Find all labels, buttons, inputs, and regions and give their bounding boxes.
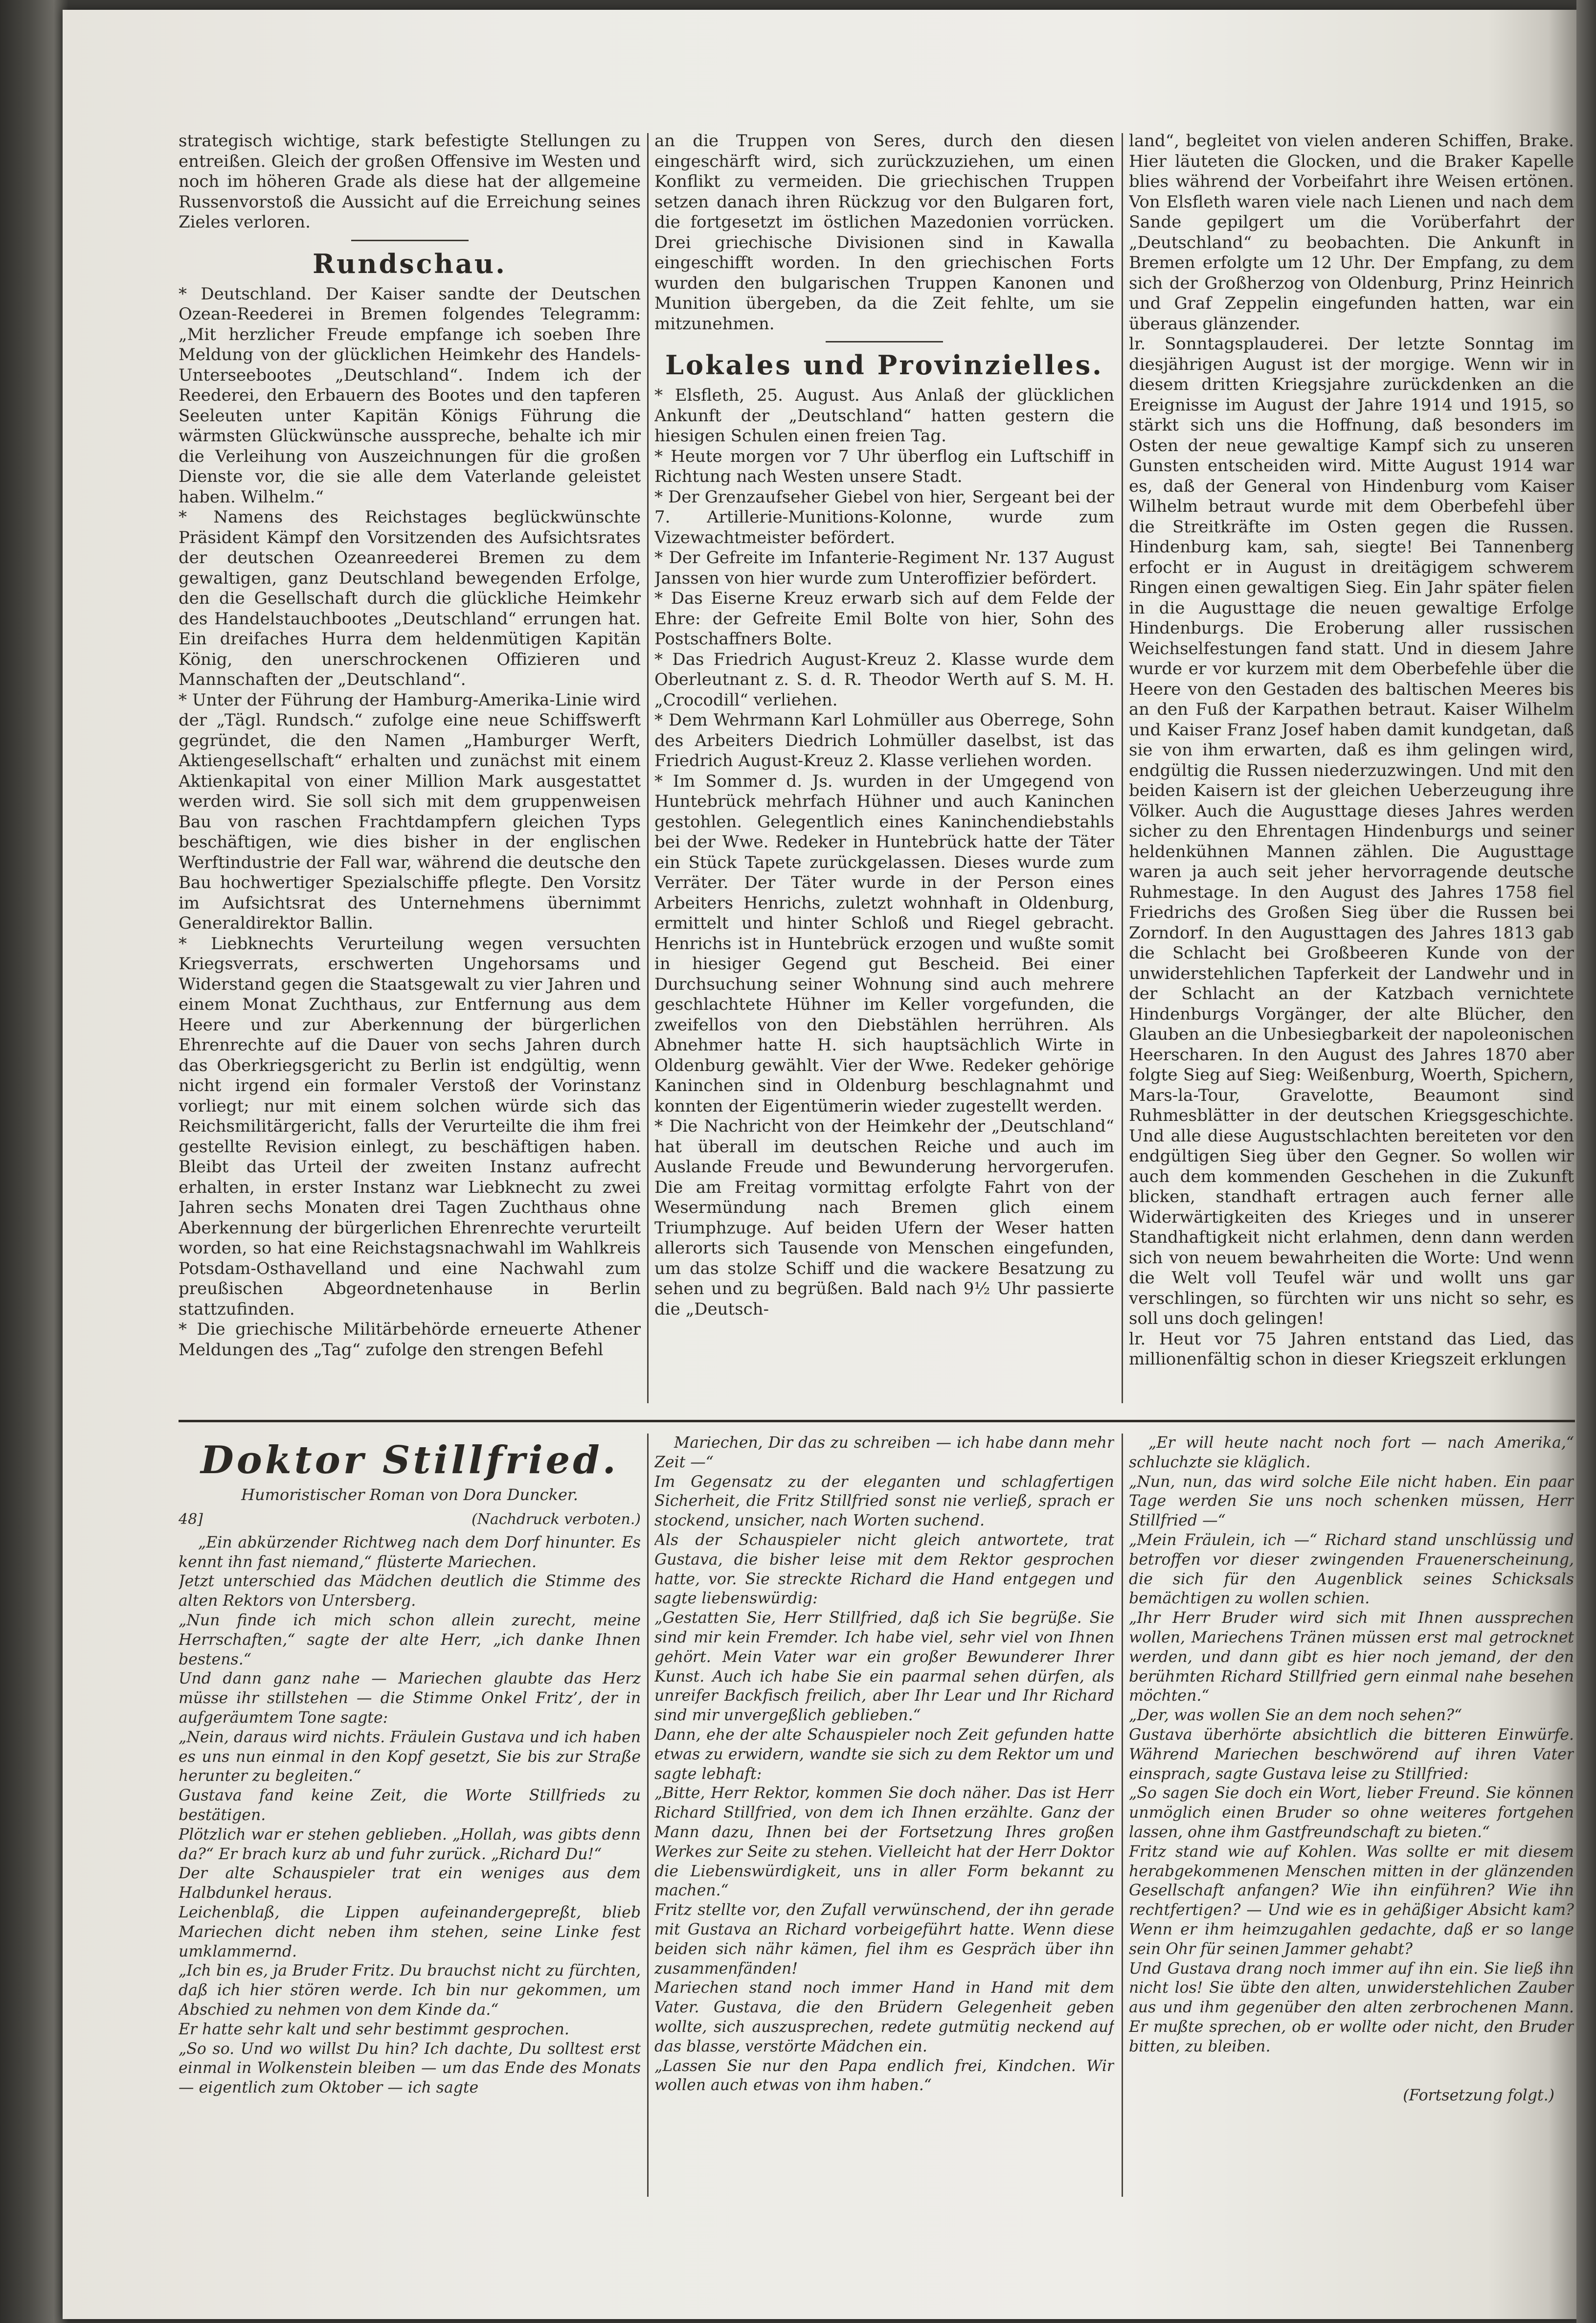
column-2-intro: an die Truppen von Seres, durch den diesen eingeschärft wird, sich zurückzuziehen, um einen Konflikt zu vermeiden. Die griechischen Truppen setzen danach ihren Rückzug vor den Bulgaren fort, die fortgesetzt im östlichen Mazedonien vorrücken. Drei griechische Divisionen sind in Kawalla eingeschifft worden. In den griechischen Forts wurden den bulgarischen Truppen Kanonen und Munition übergeben, da die Zeit fehlte, um sie mitzunehmen.: [654, 131, 1114, 334]
continued-notice: (Fortsetzung folgt.): [1403, 2086, 1554, 2104]
novel-title: Doktor Stillfried.: [201, 1438, 619, 1482]
column-3-body: land“, begleitet von vielen anderen Schiffen, Brake. Hier läuteten die Glocken, und die Braker Kapelle blies während der Vorbeifahrt ihre Weisen ertönen. Von Elsfleth waren viele nach Lienen und nach dem Sande gepilgert um die Vorüberfahrt der „Deutschland“ zu beobachten. Die Ankunft in Bremen erfolgte um 12 Uhr. Der Empfang, zu dem sich der Großherzog von Oldenburg, Prinz Heinrich und Graf Zeppelin eingefunden hatten, war ein überaus glänzender. lr. Sonntagsplauderei. Der letzte Sonntag im diesjährigen August ist der morgige. Wenn wir in diesem dritten Kriegsjahre zurückdenken an die Ereignisse im August der Jahre 1914 und 1915, so stärkt sich uns die Hoffnung, daß besonders im Osten der neue gewaltige Kampf sich zu unseren Gunsten entscheiden wird. Mitte August 1914 war es, daß der General von Hindenburg vom Kaiser Wilhelm betraut wurde mit dem Oberbefehl über die Streitkräfte im Osten gegen die Russen. Hindenburg kam, sah, siegte! Bei Tannenberg erfocht er in August in dreitägigem schwerem Ringen einen gewaltigen Sieg. Ein Jahr später fielen in die Augusttage die neuen gewaltige Erfolge Hindenburgs. Die Eroberung aller russischen Weichselfestungen fand statt. Und in diesem Jahre wurde er vor kurzem mit dem Oberbefehle über die Heere von den Gestaden des baltischen Meeres bis an den Fuß der Karpathen betraut. Kaiser Wilhelm und Kaiser Franz Josef haben damit kundgetan, daß sie von ihm erwarten, daß es ihm gelingen wird, endgültig die Russen niederzuzwingen. Und mit den beiden Kaisern ist der gleichen Ueberzeugung ihre Völker. Auch die Augusttage dieses Jahres werden sicher zu den Ehrentagen Hindenburgs und seiner heldenkühnen Mannen zählen. Die Augusttage waren ja auch seit jeher hervorragende deutsche Ruhmestage. In den August des Jahres 1758 fiel Friedrichs des Großen Sieg über die Russen bei Zorndorf. In den Augusttagen des Jahres 1813 gab die Schlacht bei Großbeeren Kunde von der unwiderstehlichen Tapferkeit der Landwehr und in der Schlacht an der Katzbach vernichtete Hindenburgs Vorgänger, der alte Blücher, den Glauben an die Unbesiegbarkeit der napoleonischen Heerscharen. In den August des Jahres 1870 aber folgte Sieg auf Sieg: Weißenburg, Woerth, Spichern, Mars-la-Tour, Gravelotte, Beaumont sind Ruhmesblätter in der deutschen Kriegsgeschichte. Und alle diese Augustschlachten bereiteten vor den endgültigen Sieg über den Gegner. So wollen wir auch dem kommenden Geschehen in die Zukunft blicken, standhaft ertragen auch ferner alle Widerwärtigkeiten des Krieges und in unserer Standhaftigkeit nicht erlahmen, denn dann werden sich von neuem bewahrheiten die Worte: Und wenn die Welt voll Teufel wär und wollt uns gar verschlingen, so fürchten wir uns nicht so sehr, es soll uns doch gelingen! lr. Heut vor 75 Jahren entstand das Lied, das millionenfältig schon in dieser Kriegszeit erklungen: [1129, 131, 1574, 1369]
column-rule-1: [647, 133, 649, 1403]
column-rule-2: [1122, 133, 1123, 1403]
installment-number: 48]: [179, 1511, 203, 1528]
column-1-intro: strategisch wichtige, stark befestigte Stellungen zu entreißen. Gleich der großen Offensive im Westen und noch im höheren Grade als diese hat der allgemeine Russenvorstoß die Aussicht auf die Erreichung seines Zieles verloren.: [179, 131, 641, 232]
novel-column-rule-2: [1122, 1434, 1123, 2197]
column-2-body: * Elsfleth, 25. August. Aus Anlaß der glücklichen Ankunft der „Deutschland“ hatten gestern die hiesigen Schulen einen freien Tag. * Heute morgen vor 7 Uhr überflog ein Luftschiff in Richtung nach Westen unsere Stadt. * Der Grenzaufseher Giebel von hier, Sergeant bei der 7. Artillerie-Munitions-Kolonne, wurde zum Vizewachtmeister befördert. * Der Gefreite im Infanterie-Regiment Nr. 137 August Janssen von hier wurde zum Unteroffizier befördert. * Das Eiserne Kreuz erwarb sich auf dem Felde der Ehre: der Gefreite Emil Bolte von hier, Sohn des Postschaffners Bolte. * Das Friedrich August-Kreuz 2. Klasse wurde dem Oberleutnant z. S. d. R. Theodor Werth auf S. M. H. „Crocodill“ verliehen. * Dem Wehrmann Karl Lohmüller aus Oberrege, Sohn des Arbeiters Diedrich Lohmüller daselbst, ist das Friedrich August-Kreuz 2. Klasse verliehen worden. * Im Sommer d. Js. wurden in der Umgegend von Huntebrück mehrfach Hühner und auch Kaninchen gestohlen. Gelegentlich eines Kaninchendiebstahls bei der Wwe. Redeker in Huntebrück hatte der Täter ein Stück Tapete zurückgelassen. Dieses wurde zum Verräter. Der Täter wurde in der Person eines Arbeiters Henrichs, zuletzt wohnhaft in Oldenburg, ermittelt und hinter Schloß und Riegel gebracht. Henrichs ist in Huntebrück erzogen und wußte somit in hiesiger Gegend gut Bescheid. Bei einer Durchsuchung seiner Wohnung sind auch mehrere geschlachtete Hühner im Keller vorgefunden, die zweifellos von den Diebstählen herrühren. Als Abnehmer hatte H. sich hauptsächlich Wirte in Oldenburg gewählt. Vier der Wwe. Redeker gehörige Kaninchen sind in Oldenburg beschlagnahmt und konnten der Eigentümerin wieder zugestellt werden. * Die Nachricht von der Heimkehr der „Deutschland“ hat überall im deutschen Reiche und auch im Auslande Freude und Bewunderung hervorgerufen. Die am Freitag vormittag erfolgte Fahrt von der Wesermündung nach Bremen glich einem Triumphzuge. Auf beiden Ufern der Weser hatten allerorts sich Tausende von Menschen eingefunden, um das stolze Schiff und die wackere Besatzung zu sehen und zu begrüßen. Bald nach 9½ Uhr passierte die „Deutsch-: [654, 386, 1114, 1319]
novel-column-rule-1: [647, 1434, 649, 2197]
column-2: [654, 131, 1114, 1403]
novel-subtitle: Humoristischer Roman von Dora Duncker.: [241, 1485, 578, 1504]
novel-column-2: [654, 1434, 1114, 2197]
column-3: [1129, 131, 1574, 1403]
serial-info: [179, 1510, 641, 1529]
divider: [351, 240, 469, 241]
section-heading-lokales: Lokales und Provinzielles.: [665, 349, 1103, 381]
novel-column-1-text: „Ein abkürzender Richtweg nach dem Dorf hinunter. Es kennt ihn fast niemand,“ flüsterte Mariechen. Jetzt unterschied das Mädchen deutlich die Stimme des alten Rektors von Untersberg. „Nun finde ich mich schon allein zurecht, meine Herrschaften,“ sagte der alte Herr, „ich danke Ihnen bestens.“ Und dann ganz nahe — Mariechen glaubte das Herz müsse ihr stillstehen — die Stimme Onkel Fritz’, der in aufgeräumtem Tone sagte: „Nein, daraus wird nichts. Fräulein Gustava und ich haben es uns nun einmal in den Kopf gesetzt, Sie bis zur Straße herunter zu begleiten.“ Gustava fand keine Zeit, die Worte Stillfrieds zu bestätigen. Plötzlich war er stehen geblieben. „Hollah, was gibts denn da?“ Er brach kurz ab und fuhr zurück. „Richard Du!“ Der alte Schauspieler trat ein weniges aus dem Halbdunkel heraus. Leichenblaß, die Lippen aufeinandergepreßt, blieb Mariechen dicht neben ihm stehen, seine Linke fest umklammernd. „Ich bin es, ja Bruder Fritz. Du brauchst nicht zu fürchten, daß ich hier stören werde. Ich bin nur gekommen, um Abschied zu nehmen von dem Kinde da.“ Er hatte sehr kalt und sehr bestimmt gesprochen. „So so. Und wo willst Du hin? Ich dachte, Du solltest erst einmal in Wolkenstein bleiben — um das Ende des Monats — eigentlich zum Oktober — ich sagte: [179, 1533, 641, 2097]
column-1: [179, 131, 641, 1403]
section-heading-rundschau: Rundschau.: [313, 248, 507, 279]
novel-column-2-text: Mariechen, Dir das zu schreiben — ich habe dann mehr Zeit —“ Im Gegensatz zu der eleganten und schlagfertigen Sicherheit, die Fritz Stillfried sonst nie verließ, sprach er stockend, unsicher, nach Worten suchend. Als der Schauspieler nicht gleich antwortete, trat Gustava, die bisher leise mit dem Rektor gesprochen hatte, vor. Sie streckte Richard die Hand entgegen und sagte liebenswürdig: „Gestatten Sie, Herr Stillfried, daß ich Sie begrüße. Sie sind mir kein Fremder. Ich habe viel, sehr viel von Ihnen gehört. Mein Vater war ein großer Bewunderer Ihrer Kunst. Auch ich habe Sie ein paarmal sehen dürfen, als unreifer Backfisch freilich, aber Ihr Lear und Ihr Richard sind mir unvergeßlich geblieben.“ Dann, ehe der alte Schauspieler noch Zeit gefunden hatte etwas zu erwidern, wandte sie sich zu dem Rektor um und sagte lebhaft: „Bitte, Herr Rektor, kommen Sie doch näher. Das ist Herr Richard Stillfried, von dem ich Ihnen erzählte. Ganz der Mann dazu, Ihnen bei der Fortsetzung Ihres großen Werkes zur Seite zu stehen. Vielleicht hat der Herr Doktor die Liebenswürdigkeit, uns in aller Form bekannt zu machen.“ Fritz stellte vor, den Zufall verwünschend, der ihn gerade mit Gustava an Richard vorbeigeführt hatte. Wenn diese beiden sich nähr kämen, fiel ihm es Gespräch über ihn zusammenfänden! Mariechen stand noch immer Hand in Hand mit dem Vater. Gustava, die den Brüdern Gelegenheit geben wollte, sich auszusprechen, redete gutmütig neckend auf das blasse, verstörte Mädchen ein. „Lassen Sie nur den Papa endlich frei, Kindchen. Wir wollen auch etwas von ihm haben.“: [654, 1434, 1114, 2095]
divider: [826, 341, 943, 342]
column-1-body: * Deutschland. Der Kaiser sandte der Deutschen Ozean-Reederei in Bremen folgendes Telegramm: „Mit herzlicher Freude empfange ich soeben Ihre Meldung von der glücklichen Heimkehr des Handels-Unterseebootes „Deutschland“. Indem ich der Reederei, den Erbauern des Bootes und den tapferen Seeleuten unter Kapitän Königs Führung die wärmsten Glückwünsche ausspreche, behalte ich mir die Verleihung von Auszeichnungen für die großen Dienste vor, die sie alle dem Vaterlande geleistet haben. Wilhelm.“ * Namens des Reichstages beglückwünschte Präsident Kämpf den Vorsitzenden des Aufsichtsrates der deutschen Ozeanreederei Bremen zu dem gewaltigen, ganz Deutschland bewegenden Erfolge, den die Gesellschaft durch die glückliche Heimkehr des Handelstauchbootes „Deutschland“ errungen hat. Ein dreifaches Hurra dem heldenmütigen Kapitän König, den unerschrockenen Offizieren und Mannschaften der „Deutschland“. * Unter der Führung der Hamburg-Amerika-Linie wird der „Tägl. Rundsch.“ zufolge eine neue Schiffswerft gegründet, die den Namen „Hamburger Werft, Aktiengesellschaft“ erhalten und zunächst mit einem Aktienkapital von einer Million Mark ausgestattet werden wird. Sie soll sich mit dem gruppenweisen Bau von raschen Frachtdampfern gleichen Typs beschäftigen, wie dies bisher in der englischen Werftindustrie der Fall war, während die deutsche den Bau hochwertiger Spezialschiffe pflegte. Den Vorsitz im Aufsichtsrat des Unternehmens übernimmt Generaldirektor Ballin. * Liebknechts Verurteilung wegen versuchten Kriegsverrats, erschwerten Ungehorsams und Widerstand gegen die Staatsgewalt zu vier Jahren und einem Monat Zuchthaus, zur Entfernung aus dem Heere und zur Aberkennung der bürgerlichen Ehrenrechte auf die Dauer von sechs Jahren durch das Oberkriegsgericht zu Berlin ist endgültig, wenn nicht irgend ein formaler Verstoß der Vorinstanz vorliegt; nur mit einem solchen würde sich das Reichsmilitärgericht, falls der Verurteilte die ihm frei gestellte Revision einlegt, zu beschäftigen haben. Bleibt das Urteil der zweiten Instanz aufrecht erhalten, in erster Instanz war Liebknecht zu zwei Jahren sechs Monaten drei Tagen Zuchthaus ohne Aberkennung der bürgerlichen Ehrenrechte verurteilt worden, so hat eine Reichstagsnachwahl im Wahlkreis Potsdam-Osthavelland und eine Nachwahl zum preußischen Abgeordnetenhause in Berlin stattzufinden. * Die griechische Militärbehörde erneuerte Athener Meldungen des „Tag“ zufolge den strengen Befehl: [179, 284, 641, 1360]
feuilleton-rule: [179, 1420, 1575, 1422]
reprint-notice: (Nachdruck verboten.): [471, 1511, 641, 1528]
book-edge: [1576, 0, 1596, 2323]
novel-column-3: [1129, 1434, 1574, 2197]
novel-column-1: [179, 1434, 641, 2197]
novel-column-3-text: „Er will heute nacht noch fort — nach Amerika,“ schluchzte sie kläglich. „Nun, nun, das wird solche Eile nicht haben. Ein paar Tage werden Sie uns noch schenken müssen, Herr Stillfried —“ „Mein Fräulein, ich —“ Richard stand unschlüssig und betroffen vor dieser zwingenden Frauenerscheinung, die sich für den Augenblick seines Schicksals bemächtigen zu wollen schien. „Ihr Herr Bruder wird sich mit Ihnen aussprechen wollen, Mariechens Tränen müssen erst mal getrocknet werden, und dann gibt es hier noch jemand, der den berühmten Richard Stillfried gern einmal nahe besehen möchten.“ „Der, was wollen Sie an dem noch sehen?“ Gustava überhörte absichtlich die bitteren Einwürfe. Während Mariechen beschwörend auf ihren Vater einsprach, sagte Gustava leise zu Stillfried: „So sagen Sie doch ein Wort, lieber Freund. Sie können unmöglich einen Bruder so ohne weiteres fortgehen lassen, ohne ihm Gastfreundschaft zu bieten.“ Fritz stand wie auf Kohlen. Was sollte er mit diesem herabgekommenen Menschen mitten in der glänzenden Gesellschaft anfangen? Wie ihn einführen? Wie ihn rechtfertigen? — Und wie es in gehäßiger Absicht kam? Wenn er ihm heimzugahlen gedachte, daß er so lange sein Ohr für seinen Jammer gehabt? Und Gustava drang noch immer auf ihn ein. Sie ließ ihn nicht los! Sie übte den alten, unwiderstehlichen Zauber aus und ihm gegenüber den alten zerbrochenen Mann. Er mußte sprechen, ob er wollte oder nicht, den Bruder bitten, zu bleiben.: [1129, 1434, 1574, 2055]
